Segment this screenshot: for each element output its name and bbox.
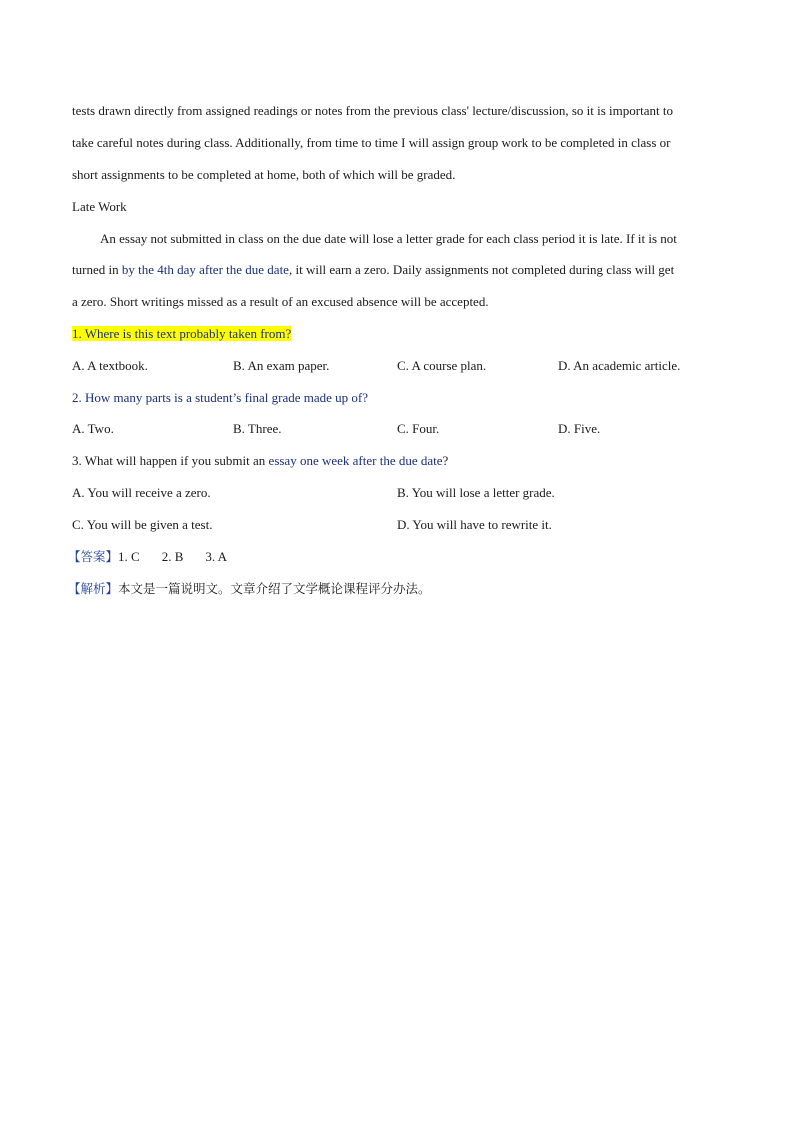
q3-option-d: D. You will have to rewrite it.	[397, 517, 552, 532]
question-3-text: 3. What will happen if you submit an	[72, 453, 269, 468]
question-3-emphasis: essay one week after the due date	[268, 453, 443, 468]
analysis-text: 本文是一篇说明文。文章介绍了文学概论课程评分办法。	[118, 581, 431, 596]
passage-line: short assignments to be completed at home, both of which will be graded.	[72, 167, 456, 182]
question-1-text: 1. Where is this text probably taken from?	[72, 326, 292, 341]
q2-option-d: D. Five.	[558, 421, 601, 436]
passage-line: a zero. Short writings missed as a result of an excused absence will be accepted.	[72, 294, 489, 309]
passage-text: , it will earn a zero. Daily assignments not completed during class will get	[288, 262, 675, 277]
passage-text: turned in	[72, 262, 122, 277]
passage-emphasis: by the 4th day after the due date	[121, 262, 289, 277]
section-heading-late-work: Late Work	[72, 199, 127, 214]
passage-line: tests drawn directly from assigned readings or notes from the previous class' lecture/discussion, so it is important to	[72, 103, 673, 118]
question-1-stem	[72, 326, 291, 342]
answer-2: 2. B	[161, 549, 184, 564]
q3-option-c: C. You will be given a test.	[72, 517, 213, 532]
question-3-text: ?	[442, 453, 449, 468]
q1-option-b: B. An exam paper.	[233, 358, 330, 373]
passage-line: An essay not submitted in class on the due date will lose a letter grade for each class period it is late. If it is not	[100, 231, 677, 246]
q1-option-a: A. A textbook.	[72, 358, 148, 373]
q3-option-a: A. You will receive a zero.	[72, 485, 211, 500]
question-3-stem	[72, 453, 448, 469]
answer-1: 1. C	[118, 549, 140, 564]
question-2-stem: 2. How many parts is a student’s final grade made up of?	[72, 390, 369, 405]
answer-label: 【答案】	[68, 549, 119, 564]
q2-option-b: B. Three.	[233, 421, 282, 436]
q1-option-c: C. A course plan.	[397, 358, 487, 373]
q2-option-a: A. Two.	[72, 421, 114, 436]
analysis-label: 【解析】	[68, 581, 119, 596]
passage-line	[72, 262, 674, 278]
answer-line	[68, 549, 227, 565]
passage-line: take careful notes during class. Additionally, from time to time I will assign group work to be completed in class or	[72, 135, 671, 150]
q3-option-b: B. You will lose a letter grade.	[397, 485, 555, 500]
q2-option-c: C. Four.	[397, 421, 440, 436]
q1-option-d: D. An academic article.	[558, 358, 681, 373]
answer-3: 3. A	[205, 549, 228, 564]
analysis-line	[68, 581, 431, 597]
